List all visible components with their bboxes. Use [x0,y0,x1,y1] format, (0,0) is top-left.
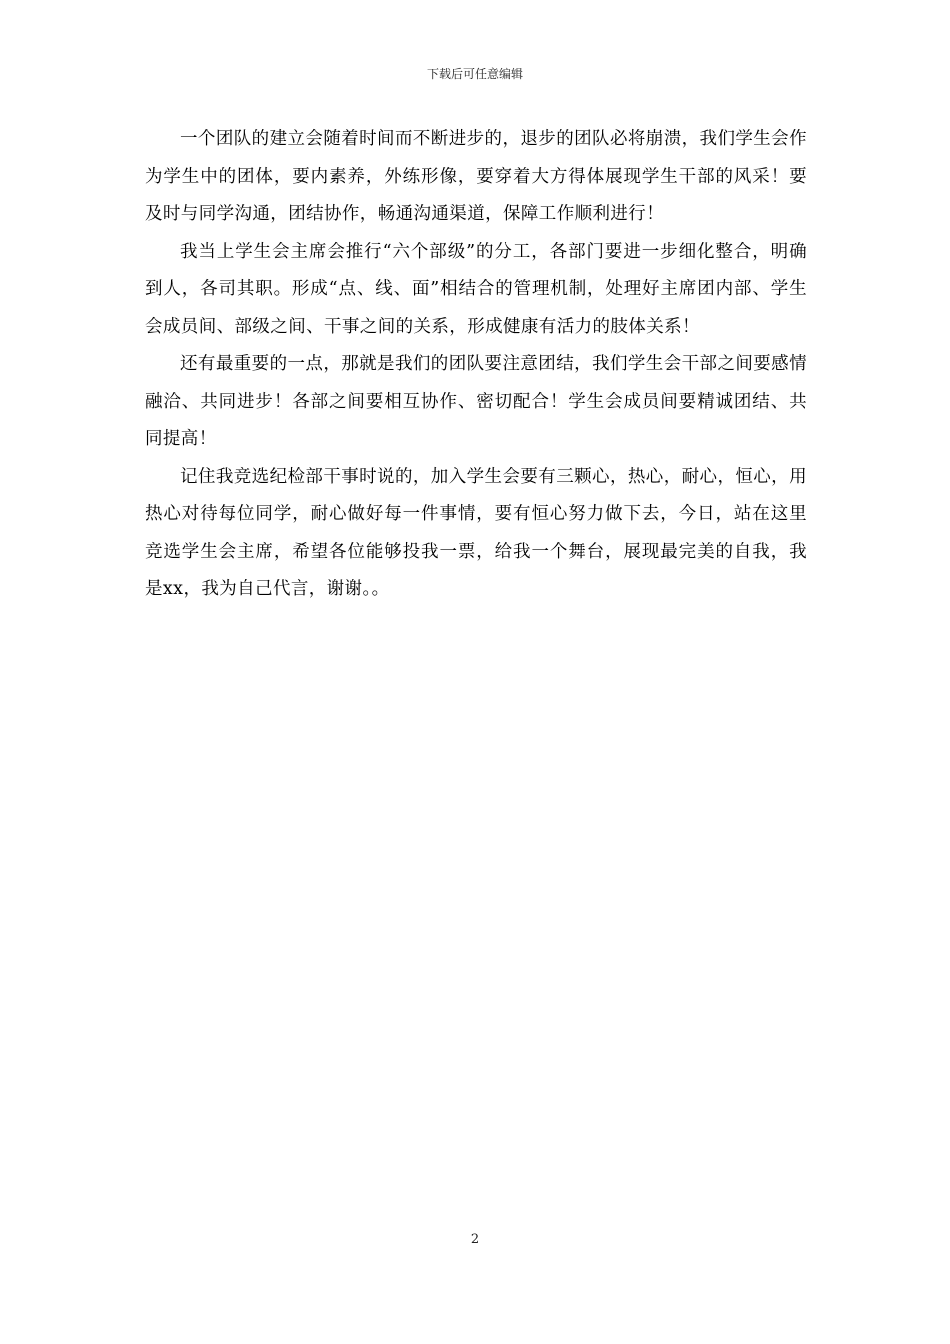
paragraph: 还有最重要的一点，那就是我们的团队要注意团结，我们学生会干部之间要感情融洽、共同进步！各部之间要相互协作、密切配合！学生会成员间要精诚团结、共同提高！ [145,354,807,449]
document-body [145,121,807,609]
paragraph: 一个团队的建立会随着时间而不断进步的，退步的团队必将崩溃，我们学生会作为学生中的团体，要内素养，外练形像，要穿着大方得体展现学生干部的风采！要及时与同学沟通，团结协作，畅通沟通渠道，保障工作顺利进行！ [145,129,807,224]
paragraph: 记住我竞选纪检部干事时说的，加入学生会要有三颗心，热心，耐心，恒心，用热心对待每位同学，耐心做好每一件事情，要有恒心努力做下去，今日，站在这里竞选学生会主席，希望各位能够投我一票，给我一个舞台，展现最完美的自我，我是xx，我为自己代言，谢谢。。 [145,466,807,599]
page-number: 2 [470,1232,480,1247]
page-header: 下载后可任意编辑 [426,67,523,81]
paragraph: 我当上学生会主席会推行“六个部级”的分工，各部门要进一步细化整合，明确到人，各司其职。形成“点、线、面”相结合的管理机制，处理好主席团内部、学生会成员间、部级之间、干事之间的关系，形成健康有活力的肢体关系！ [145,241,807,337]
